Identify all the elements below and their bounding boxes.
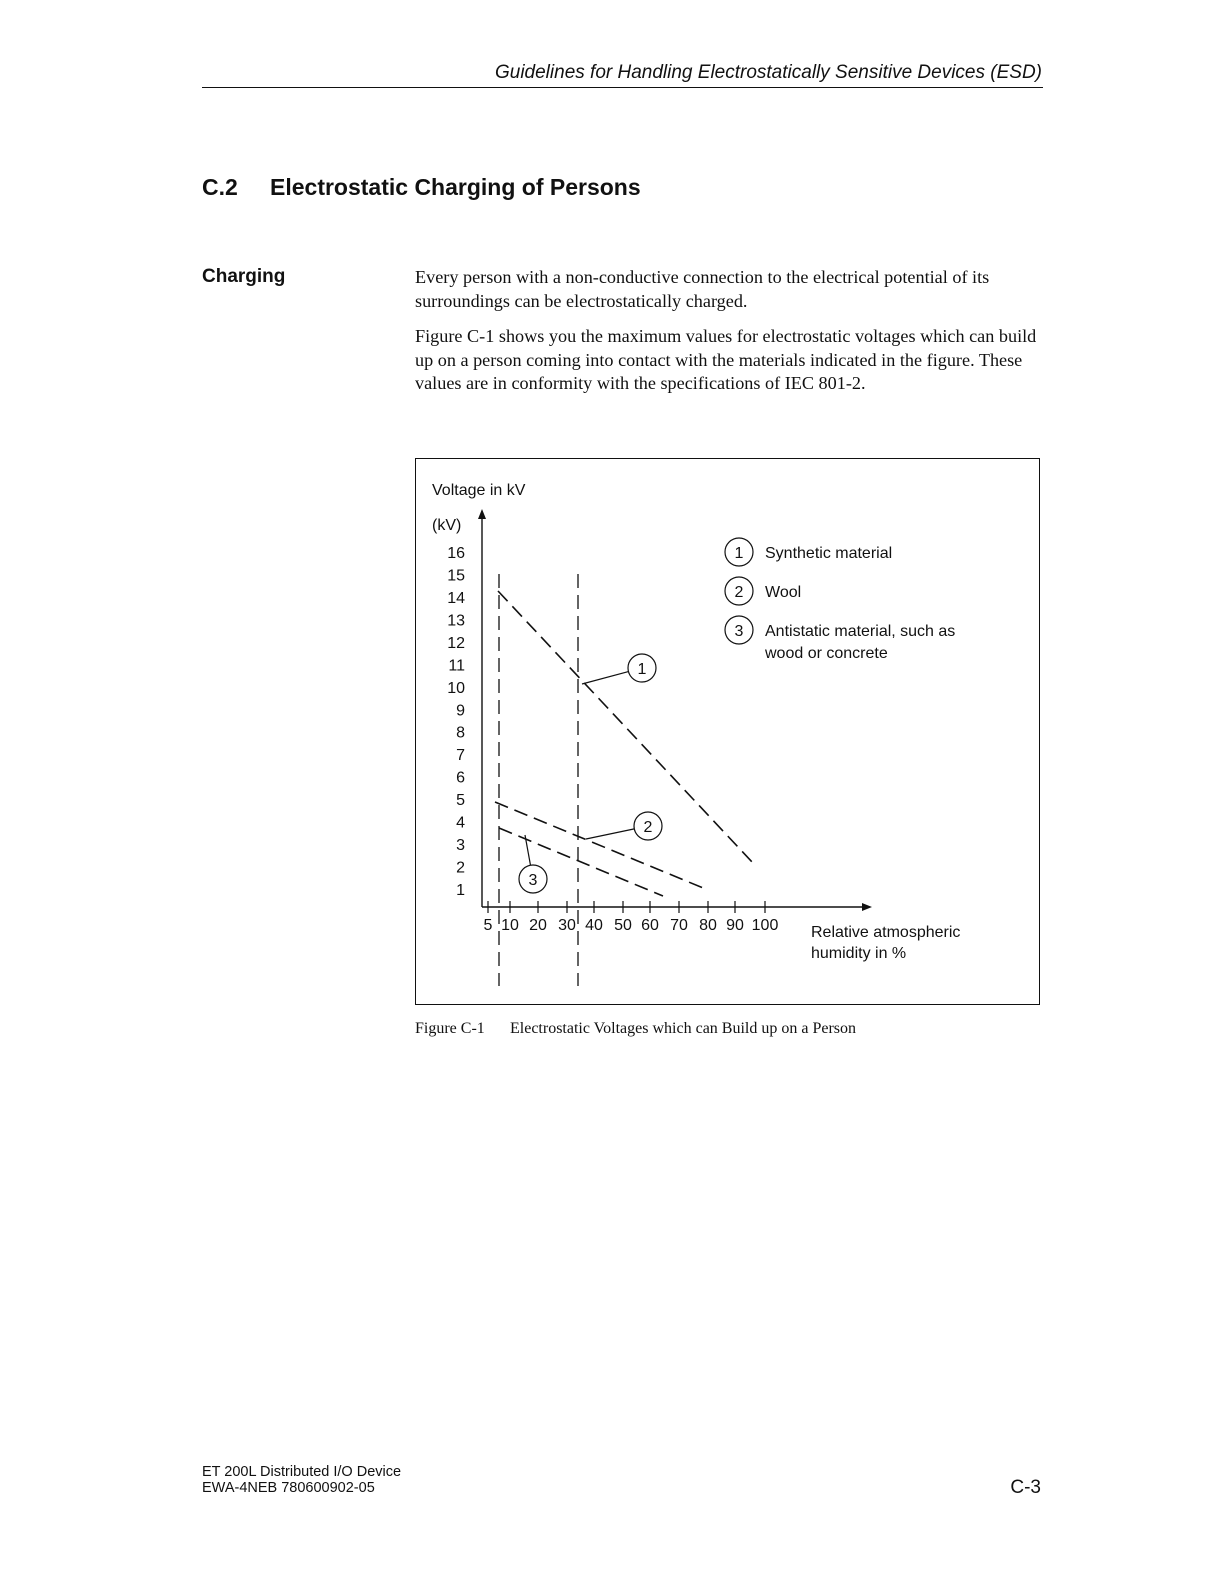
section-title: Electrostatic Charging of Persons (270, 174, 641, 200)
voltage-humidity-chart (415, 458, 1040, 1005)
y-tick-label: 14 (447, 589, 465, 607)
figure-caption-text: Electrostatic Voltages which can Build up on a Person (510, 1020, 857, 1037)
y-tick-label: 5 (456, 792, 465, 810)
y-tick-label: 16 (447, 545, 465, 562)
running-header: Guidelines for Handling Electrostatically Sensitive Devices (ESD) (494, 62, 1042, 83)
x-tick-label: 30 (558, 917, 576, 934)
x-tick-label: 20 (529, 917, 547, 934)
callout-number-2: 2 (643, 819, 653, 836)
x-axis-label: humidity in % (811, 945, 907, 962)
figure-label: Figure C-1 (415, 1020, 485, 1037)
y-tick-label: 13 (447, 612, 465, 630)
figure-caption (415, 1020, 856, 1038)
y-tick-label: 15 (447, 567, 465, 585)
x-tick-label: 40 (585, 917, 603, 934)
callout-leader-2 (586, 829, 634, 839)
legend-label: wood or concrete (765, 645, 888, 662)
x-tick-label: 90 (726, 917, 744, 934)
y-tick-label: 7 (456, 747, 465, 765)
x-tick-label: 10 (501, 917, 519, 934)
footer-doc-number: EWA-4NEB 780600902-05 (202, 1480, 375, 1496)
x-tick-label: 60 (641, 917, 659, 934)
x-tick-label: 5 (483, 917, 493, 934)
legend-label: Wool (765, 584, 802, 601)
y-tick-label: 8 (456, 724, 465, 742)
x-axis-label: Relative atmospheric (811, 924, 961, 941)
legend-marker-number: 3 (734, 623, 744, 640)
y-axis-label: (kV) (432, 517, 462, 534)
y-tick-label: 6 (456, 769, 465, 787)
legend-marker-number: 2 (734, 584, 744, 601)
page-number: C-3 (1010, 1477, 1041, 1498)
legend-marker-number: 1 (734, 545, 744, 562)
x-tick-label: 100 (751, 917, 779, 934)
callout-number-1: 1 (637, 661, 647, 678)
y-tick-label: 1 (456, 882, 465, 899)
x-tick-label: 70 (670, 917, 688, 934)
legend-label: Synthetic material (765, 545, 893, 562)
y-tick-label: 2 (456, 859, 465, 877)
body-paragraph: Figure C-1 shows you the maximum values for electrostatic voltages which can build up on a person coming into contact with the materials indicated in the figure. These values are in conformity with the specifications of IEC 801-2. (415, 326, 1037, 393)
section-number: C.2 (202, 174, 238, 200)
body-paragraph: Every person with a non-conductive connection to the electrical potential of its surroundings can be electrostatically charged. (415, 267, 990, 311)
x-tick-label: 50 (614, 917, 632, 934)
y-tick-label: 11 (448, 657, 465, 675)
y-tick-label: 9 (456, 702, 465, 720)
y-tick-label: 10 (447, 679, 465, 697)
y-tick-label: 4 (456, 814, 465, 832)
y-tick-label: 3 (456, 837, 465, 855)
series-line-1 (498, 591, 753, 863)
x-tick-label: 80 (699, 917, 717, 934)
callout-leader-1 (582, 672, 628, 684)
header-rule (202, 87, 1043, 88)
footer-doc-title: ET 200L Distributed I/O Device (202, 1464, 402, 1480)
y-tick-label: 12 (447, 634, 465, 652)
chart-title: Voltage in kV (432, 482, 526, 499)
legend-label: Antistatic material, such as (765, 623, 956, 640)
side-heading: Charging (202, 266, 286, 287)
callout-number-3: 3 (528, 872, 538, 889)
